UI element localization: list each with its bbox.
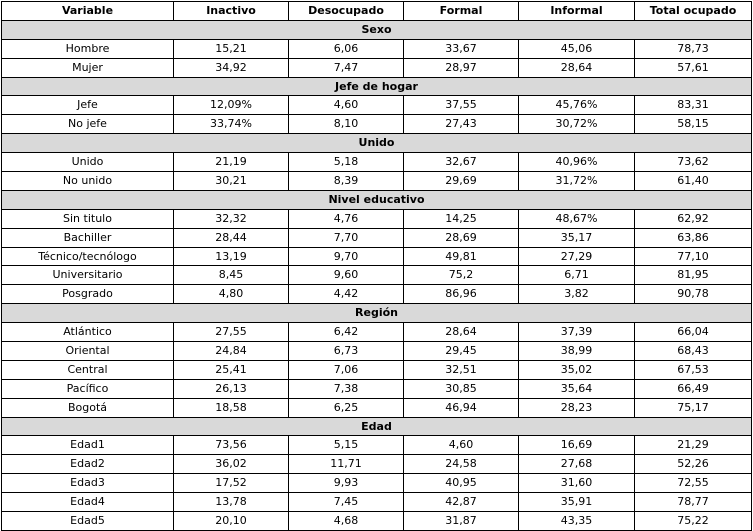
- header-total-ocupado: Total ocupado: [635, 2, 752, 21]
- informal-cell: 28,64: [519, 58, 635, 77]
- total-ocupado-cell: 77,10: [635, 247, 752, 266]
- group-title: Unido: [2, 134, 752, 153]
- formal-cell: 75,2: [404, 266, 519, 285]
- variable-cell: Unido: [2, 153, 174, 172]
- desocupado-cell: 9,93: [289, 474, 404, 493]
- variable-cell: Técnico/tecnólogo: [2, 247, 174, 266]
- formal-cell: 27,43: [404, 115, 519, 134]
- total-ocupado-cell: 73,62: [635, 153, 752, 172]
- formal-cell: 31,87: [404, 512, 519, 531]
- desocupado-cell: 6,06: [289, 39, 404, 58]
- table-row: [2, 342, 752, 361]
- table-row: [2, 96, 752, 115]
- group-header-row: [2, 77, 752, 96]
- formal-cell: 29,69: [404, 172, 519, 191]
- variable-cell: Edad4: [2, 493, 174, 512]
- variable-cell: Edad3: [2, 474, 174, 493]
- desocupado-cell: 8,10: [289, 115, 404, 134]
- group-title: Edad: [2, 417, 752, 436]
- total-ocupado-cell: 57,61: [635, 58, 752, 77]
- inactivo-cell: 27,55: [174, 323, 289, 342]
- desocupado-cell: 7,45: [289, 493, 404, 512]
- desocupado-cell: 5,18: [289, 153, 404, 172]
- header-formal: Formal: [404, 2, 519, 21]
- desocupado-cell: 6,73: [289, 342, 404, 361]
- table-row: [2, 285, 752, 304]
- formal-cell: 40,95: [404, 474, 519, 493]
- header-desocupado: Desocupado: [289, 2, 404, 21]
- inactivo-cell: 25,41: [174, 360, 289, 379]
- informal-cell: 31,60: [519, 474, 635, 493]
- inactivo-cell: 21,19: [174, 153, 289, 172]
- formal-cell: 32,51: [404, 360, 519, 379]
- inactivo-cell: 26,13: [174, 379, 289, 398]
- inactivo-cell: 32,32: [174, 209, 289, 228]
- group-header-row: [2, 304, 752, 323]
- inactivo-cell: 17,52: [174, 474, 289, 493]
- formal-cell: 4,60: [404, 436, 519, 455]
- inactivo-cell: 13,19: [174, 247, 289, 266]
- total-ocupado-cell: 78,73: [635, 39, 752, 58]
- inactivo-cell: 33,74%: [174, 115, 289, 134]
- table-row: [2, 379, 752, 398]
- total-ocupado-cell: 90,78: [635, 285, 752, 304]
- total-ocupado-cell: 75,22: [635, 512, 752, 531]
- total-ocupado-cell: 83,31: [635, 96, 752, 115]
- total-ocupado-cell: 58,15: [635, 115, 752, 134]
- formal-cell: 49,81: [404, 247, 519, 266]
- desocupado-cell: 7,38: [289, 379, 404, 398]
- header-informal: Informal: [519, 2, 635, 21]
- formal-cell: 37,55: [404, 96, 519, 115]
- variable-cell: Central: [2, 360, 174, 379]
- inactivo-cell: 28,44: [174, 228, 289, 247]
- inactivo-cell: 36,02: [174, 455, 289, 474]
- table-row: [2, 247, 752, 266]
- variable-cell: Edad1: [2, 436, 174, 455]
- desocupado-cell: 7,47: [289, 58, 404, 77]
- total-ocupado-cell: 78,77: [635, 493, 752, 512]
- informal-cell: 35,64: [519, 379, 635, 398]
- formal-cell: 28,97: [404, 58, 519, 77]
- formal-cell: 28,69: [404, 228, 519, 247]
- table-row: [2, 39, 752, 58]
- total-ocupado-cell: 66,04: [635, 323, 752, 342]
- formal-cell: 42,87: [404, 493, 519, 512]
- formal-cell: 29,45: [404, 342, 519, 361]
- table-row: [2, 436, 752, 455]
- variable-cell: Bachiller: [2, 228, 174, 247]
- formal-cell: 46,94: [404, 398, 519, 417]
- informal-cell: 45,06: [519, 39, 635, 58]
- inactivo-cell: 24,84: [174, 342, 289, 361]
- table-row: [2, 115, 752, 134]
- table-wrapper: [1, 1, 752, 531]
- inactivo-cell: 12,09%: [174, 96, 289, 115]
- total-ocupado-cell: 63,86: [635, 228, 752, 247]
- desocupado-cell: 4,60: [289, 96, 404, 115]
- group-header-row: [2, 20, 752, 39]
- data-table: [1, 1, 752, 531]
- total-ocupado-cell: 72,55: [635, 474, 752, 493]
- header-inactivo: Inactivo: [174, 2, 289, 21]
- table-row: [2, 474, 752, 493]
- inactivo-cell: 18,58: [174, 398, 289, 417]
- table-row: [2, 360, 752, 379]
- inactivo-cell: 4,80: [174, 285, 289, 304]
- inactivo-cell: 30,21: [174, 172, 289, 191]
- desocupado-cell: 9,70: [289, 247, 404, 266]
- table-body: [2, 20, 752, 530]
- desocupado-cell: 9,60: [289, 266, 404, 285]
- formal-cell: 86,96: [404, 285, 519, 304]
- desocupado-cell: 4,76: [289, 209, 404, 228]
- table-row: [2, 455, 752, 474]
- total-ocupado-cell: 75,17: [635, 398, 752, 417]
- group-title: Nivel educativo: [2, 190, 752, 209]
- table-row: [2, 228, 752, 247]
- total-ocupado-cell: 66,49: [635, 379, 752, 398]
- desocupado-cell: 7,70: [289, 228, 404, 247]
- group-header-row: [2, 134, 752, 153]
- informal-cell: 45,76%: [519, 96, 635, 115]
- table-row: [2, 493, 752, 512]
- inactivo-cell: 34,92: [174, 58, 289, 77]
- informal-cell: 6,71: [519, 266, 635, 285]
- informal-cell: 3,82: [519, 285, 635, 304]
- formal-cell: 32,67: [404, 153, 519, 172]
- total-ocupado-cell: 61,40: [635, 172, 752, 191]
- formal-cell: 24,58: [404, 455, 519, 474]
- variable-cell: Universitario: [2, 266, 174, 285]
- informal-cell: 48,67%: [519, 209, 635, 228]
- table-row: [2, 153, 752, 172]
- variable-cell: Edad2: [2, 455, 174, 474]
- group-title: Sexo: [2, 20, 752, 39]
- informal-cell: 27,68: [519, 455, 635, 474]
- variable-cell: Mujer: [2, 58, 174, 77]
- total-ocupado-cell: 68,43: [635, 342, 752, 361]
- variable-cell: Sin titulo: [2, 209, 174, 228]
- variable-cell: Oriental: [2, 342, 174, 361]
- total-ocupado-cell: 21,29: [635, 436, 752, 455]
- informal-cell: 35,17: [519, 228, 635, 247]
- inactivo-cell: 15,21: [174, 39, 289, 58]
- formal-cell: 28,64: [404, 323, 519, 342]
- informal-cell: 40,96%: [519, 153, 635, 172]
- informal-cell: 28,23: [519, 398, 635, 417]
- total-ocupado-cell: 52,26: [635, 455, 752, 474]
- inactivo-cell: 73,56: [174, 436, 289, 455]
- group-header-row: [2, 190, 752, 209]
- formal-cell: 14,25: [404, 209, 519, 228]
- header-row: [2, 2, 752, 21]
- informal-cell: 16,69: [519, 436, 635, 455]
- informal-cell: 38,99: [519, 342, 635, 361]
- total-ocupado-cell: 67,53: [635, 360, 752, 379]
- table-row: [2, 58, 752, 77]
- inactivo-cell: 20,10: [174, 512, 289, 531]
- header-variable: Variable: [2, 2, 174, 21]
- desocupado-cell: 8,39: [289, 172, 404, 191]
- table-row: [2, 209, 752, 228]
- informal-cell: 31,72%: [519, 172, 635, 191]
- table-row: [2, 398, 752, 417]
- informal-cell: 35,02: [519, 360, 635, 379]
- desocupado-cell: 5,15: [289, 436, 404, 455]
- variable-cell: Posgrado: [2, 285, 174, 304]
- desocupado-cell: 6,42: [289, 323, 404, 342]
- total-ocupado-cell: 81,95: [635, 266, 752, 285]
- variable-cell: No jefe: [2, 115, 174, 134]
- informal-cell: 30,72%: [519, 115, 635, 134]
- desocupado-cell: 4,42: [289, 285, 404, 304]
- table-row: [2, 266, 752, 285]
- desocupado-cell: 7,06: [289, 360, 404, 379]
- table-row: [2, 512, 752, 531]
- variable-cell: Atlántico: [2, 323, 174, 342]
- variable-cell: Hombre: [2, 39, 174, 58]
- table-row: [2, 172, 752, 191]
- desocupado-cell: 6,25: [289, 398, 404, 417]
- informal-cell: 35,91: [519, 493, 635, 512]
- informal-cell: 27,29: [519, 247, 635, 266]
- formal-cell: 30,85: [404, 379, 519, 398]
- group-header-row: [2, 417, 752, 436]
- group-title: Jefe de hogar: [2, 77, 752, 96]
- desocupado-cell: 4,68: [289, 512, 404, 531]
- group-title: Región: [2, 304, 752, 323]
- inactivo-cell: 8,45: [174, 266, 289, 285]
- total-ocupado-cell: 62,92: [635, 209, 752, 228]
- variable-cell: No unido: [2, 172, 174, 191]
- formal-cell: 33,67: [404, 39, 519, 58]
- variable-cell: Jefe: [2, 96, 174, 115]
- desocupado-cell: 11,71: [289, 455, 404, 474]
- table-row: [2, 323, 752, 342]
- variable-cell: Bogotá: [2, 398, 174, 417]
- informal-cell: 37,39: [519, 323, 635, 342]
- inactivo-cell: 13,78: [174, 493, 289, 512]
- informal-cell: 43,35: [519, 512, 635, 531]
- variable-cell: Edad5: [2, 512, 174, 531]
- variable-cell: Pacífico: [2, 379, 174, 398]
